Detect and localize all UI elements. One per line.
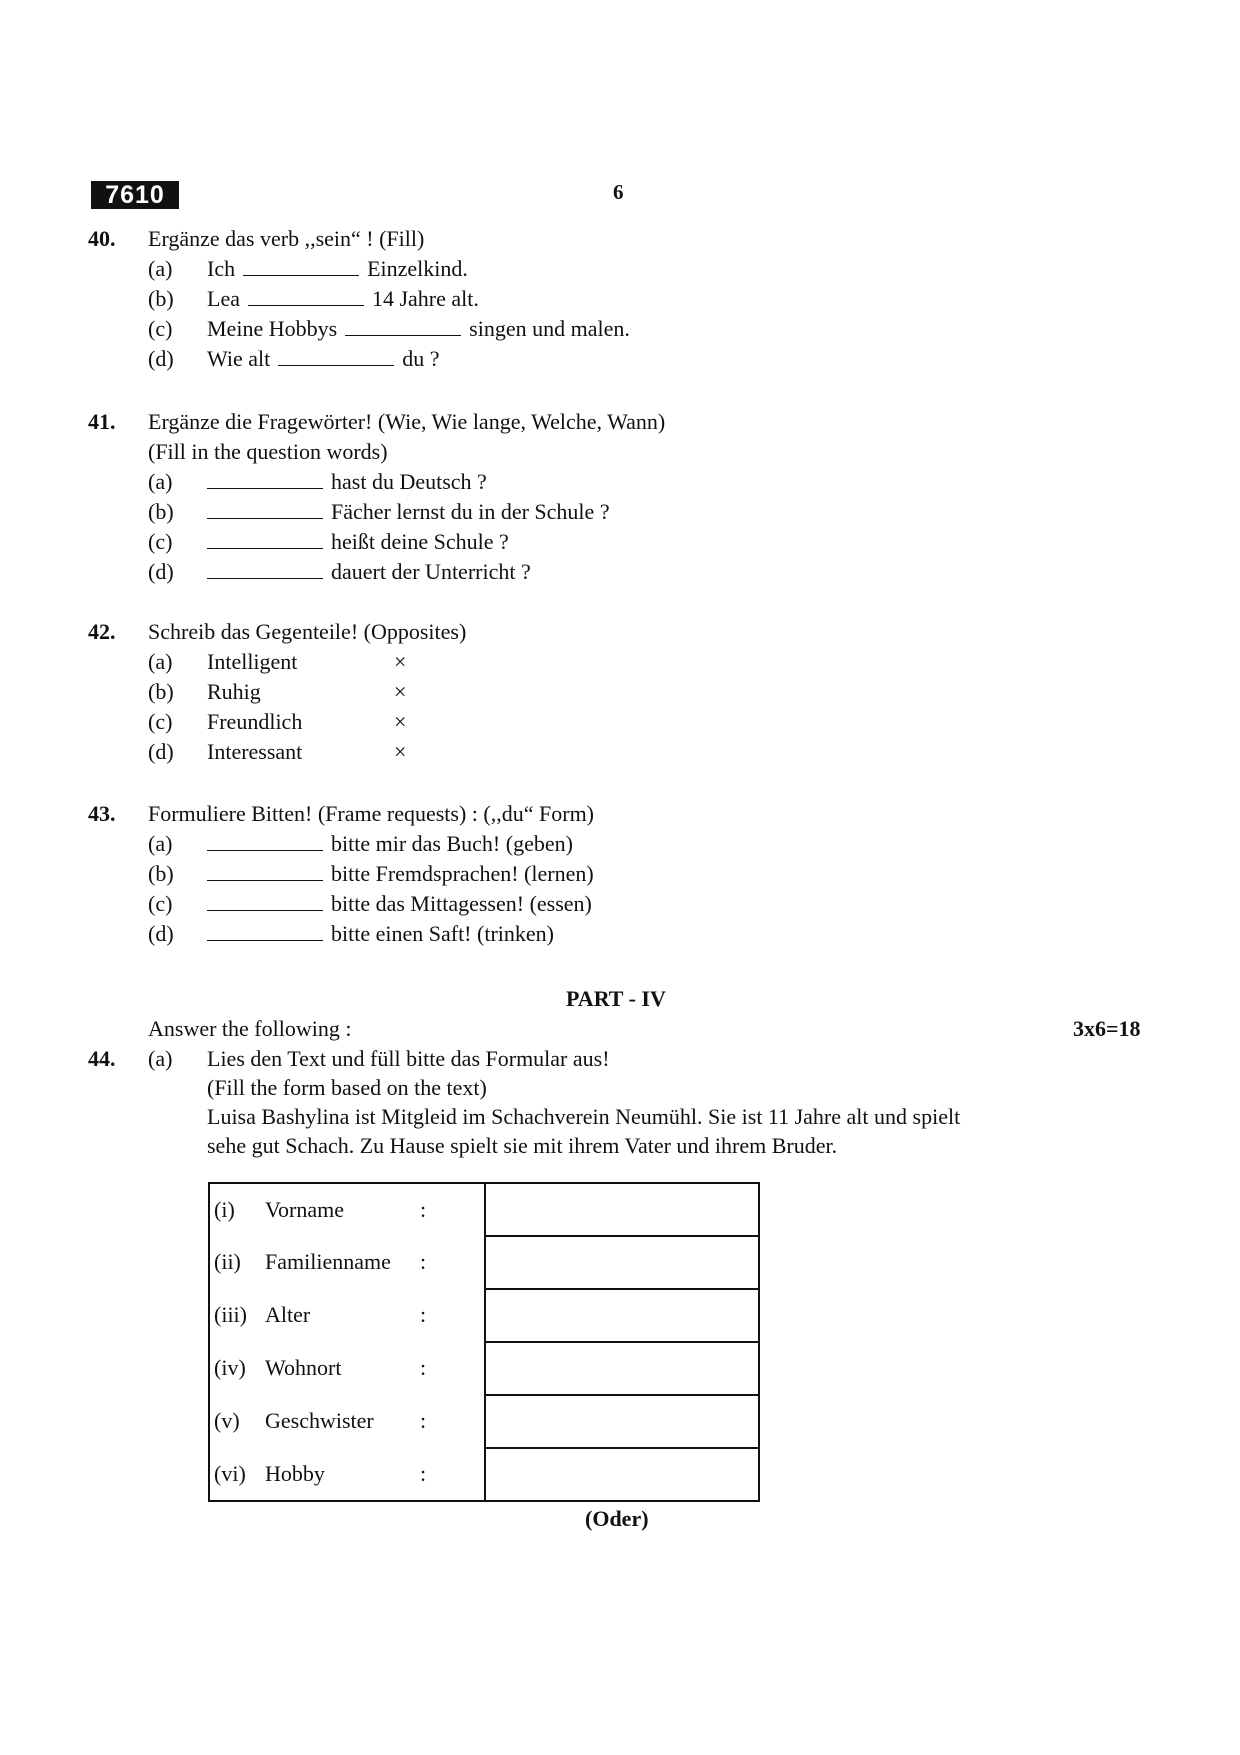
q43-b-after: bitte Fremdsprachen! (lernen) bbox=[331, 861, 594, 886]
q40-c-before: Meine Hobbys bbox=[207, 316, 338, 341]
q44-text-line-2: sehe gut Schach. Zu Hause spielt sie mit ihrem Vater und ihrem Bruder. bbox=[207, 1133, 838, 1158]
form-label-cell bbox=[209, 1236, 485, 1289]
part-instruction: Answer the following : bbox=[148, 1016, 352, 1041]
q43-d-line bbox=[207, 921, 554, 947]
q41-prompt: Ergänze die Fragewörter! (Wie, Wie lange, Welche, Wann) bbox=[148, 409, 666, 434]
q44-prompt: Lies den Text und füll bitte das Formular aus! bbox=[207, 1046, 610, 1071]
form-label-cell bbox=[209, 1289, 485, 1342]
form-field-label: Familienname bbox=[265, 1249, 391, 1274]
q43-c-label: (c) bbox=[148, 891, 173, 916]
q40-d-blank[interactable] bbox=[278, 347, 394, 366]
form-label-cell bbox=[209, 1342, 485, 1395]
q42-b-label: (b) bbox=[148, 679, 174, 704]
form-field-label: Wohnort bbox=[265, 1355, 342, 1380]
q40-c-after: singen und malen. bbox=[469, 316, 630, 341]
form-row-numeral: (i) bbox=[214, 1197, 235, 1222]
q43-d-after: bitte einen Saft! (trinken) bbox=[331, 921, 554, 946]
q42-a-label: (a) bbox=[148, 649, 173, 674]
q44-text-line-1: Luisa Bashylina ist Mitgleid im Schachverein Neumühl. Sie ist 11 Jahre alt und spielt bbox=[207, 1104, 961, 1129]
q42-b-word: Ruhig bbox=[207, 679, 261, 704]
q41-d-after: dauert der Unterricht ? bbox=[331, 559, 531, 584]
form-row-numeral: (v) bbox=[214, 1408, 240, 1433]
registration-form-table bbox=[208, 1182, 760, 1502]
form-answer-vorname[interactable] bbox=[485, 1183, 759, 1236]
q40-d-label: (d) bbox=[148, 346, 174, 371]
q40-number: 40. bbox=[88, 226, 116, 251]
form-label-cell bbox=[209, 1395, 485, 1448]
q43-c-line bbox=[207, 891, 592, 917]
q43-a-blank[interactable] bbox=[207, 832, 323, 851]
q42-c-label: (c) bbox=[148, 709, 173, 734]
q40-c-label: (c) bbox=[148, 316, 173, 341]
q40-a-before: Ich bbox=[207, 256, 236, 281]
q41-a-label: (a) bbox=[148, 469, 173, 494]
form-field-label: Hobby bbox=[265, 1461, 325, 1486]
q40-b-line bbox=[207, 286, 479, 312]
form-row-numeral: (iv) bbox=[214, 1355, 246, 1380]
q43-c-blank[interactable] bbox=[207, 892, 323, 911]
q43-number: 43. bbox=[88, 801, 116, 826]
q41-d-blank[interactable] bbox=[207, 560, 323, 579]
q41-c-line bbox=[207, 529, 509, 555]
oder-label: (Oder) bbox=[585, 1506, 649, 1531]
q42-d-word: Interessant bbox=[207, 739, 303, 764]
q40-c-blank[interactable] bbox=[345, 317, 461, 336]
form-row bbox=[209, 1395, 759, 1448]
form-colon: : bbox=[420, 1461, 427, 1486]
q41-a-after: hast du Deutsch ? bbox=[331, 469, 487, 494]
q43-a-label: (a) bbox=[148, 831, 173, 856]
q41-d-line bbox=[207, 559, 531, 585]
q44-prompt-english: (Fill the form based on the text) bbox=[207, 1075, 487, 1100]
q40-prompt: Ergänze das verb ,,sein“ ! (Fill) bbox=[148, 226, 425, 251]
q40-a-line bbox=[207, 256, 468, 282]
form-field-label: Geschwister bbox=[265, 1408, 374, 1433]
q40-a-after: Einzelkind. bbox=[367, 256, 468, 281]
q42-b-cross: × bbox=[394, 679, 407, 704]
q43-prompt: Formuliere Bitten! (Frame requests) : (,,du“ Form) bbox=[148, 801, 595, 826]
q41-c-label: (c) bbox=[148, 529, 173, 554]
q43-c-after: bitte das Mittagessen! (essen) bbox=[331, 891, 592, 916]
q41-d-label: (d) bbox=[148, 559, 174, 584]
form-row bbox=[209, 1183, 759, 1236]
q42-a-word: Intelligent bbox=[207, 649, 298, 674]
q41-prompt-english: (Fill in the question words) bbox=[148, 439, 388, 464]
q41-b-after: Fächer lernst du in der Schule ? bbox=[331, 499, 610, 524]
q40-b-blank[interactable] bbox=[248, 287, 364, 306]
q40-b-after: 14 Jahre alt. bbox=[371, 286, 479, 311]
q40-c-line bbox=[207, 316, 630, 342]
form-row bbox=[209, 1236, 759, 1289]
form-colon: : bbox=[420, 1302, 427, 1327]
q44-number: 44. bbox=[88, 1046, 116, 1071]
form-answer-familienname[interactable] bbox=[485, 1236, 759, 1289]
q42-prompt: Schreib das Gegenteile! (Opposites) bbox=[148, 619, 467, 644]
form-field-label: Vorname bbox=[265, 1197, 345, 1222]
part-marks: 3x6=18 bbox=[1073, 1016, 1141, 1041]
q41-number: 41. bbox=[88, 409, 116, 434]
q40-d-after: du ? bbox=[402, 346, 440, 371]
form-colon: : bbox=[420, 1355, 427, 1380]
form-answer-hobby[interactable] bbox=[485, 1448, 759, 1501]
q40-d-before: Wie alt bbox=[207, 346, 271, 371]
form-label-cell bbox=[209, 1448, 485, 1501]
q40-b-label: (b) bbox=[148, 286, 174, 311]
q43-a-after: bitte mir das Buch! (geben) bbox=[331, 831, 573, 856]
q43-b-blank[interactable] bbox=[207, 862, 323, 881]
q42-c-cross: × bbox=[394, 709, 407, 734]
q43-b-line bbox=[207, 861, 594, 887]
q41-b-line bbox=[207, 499, 610, 525]
form-row-numeral: (ii) bbox=[214, 1249, 241, 1274]
form-colon: : bbox=[420, 1249, 427, 1274]
part-title: PART - IV bbox=[566, 986, 666, 1011]
form-field-label: Alter bbox=[265, 1302, 311, 1327]
q41-c-after: heißt deine Schule ? bbox=[331, 529, 509, 554]
q42-number: 42. bbox=[88, 619, 116, 644]
form-row-numeral: (iii) bbox=[214, 1302, 247, 1327]
q42-a-cross: × bbox=[394, 649, 407, 674]
form-colon: : bbox=[420, 1197, 427, 1222]
q41-a-blank[interactable] bbox=[207, 470, 323, 489]
q42-d-cross: × bbox=[394, 739, 407, 764]
form-label-cell bbox=[209, 1183, 485, 1236]
q41-b-blank[interactable] bbox=[207, 500, 323, 519]
paper-code-badge: 7610 bbox=[91, 181, 179, 209]
form-colon: : bbox=[420, 1408, 427, 1433]
form-answer-alter[interactable] bbox=[485, 1289, 759, 1342]
q44-a-label: (a) bbox=[148, 1046, 173, 1071]
form-row bbox=[209, 1342, 759, 1395]
q40-a-label: (a) bbox=[148, 256, 173, 281]
q43-b-label: (b) bbox=[148, 861, 174, 886]
form-row bbox=[209, 1448, 759, 1501]
form-row-numeral: (vi) bbox=[214, 1461, 246, 1486]
q43-a-line bbox=[207, 831, 573, 857]
form-answer-wohnort[interactable] bbox=[485, 1342, 759, 1395]
q43-d-label: (d) bbox=[148, 921, 174, 946]
q40-d-line bbox=[207, 346, 440, 372]
q41-a-line bbox=[207, 469, 487, 495]
q41-c-blank[interactable] bbox=[207, 530, 323, 549]
q40-a-blank[interactable] bbox=[243, 257, 359, 276]
q42-d-label: (d) bbox=[148, 739, 174, 764]
q40-b-before: Lea bbox=[207, 286, 240, 311]
form-row bbox=[209, 1289, 759, 1342]
page-number: 6 bbox=[613, 180, 624, 204]
q41-b-label: (b) bbox=[148, 499, 174, 524]
q43-d-blank[interactable] bbox=[207, 922, 323, 941]
q42-c-word: Freundlich bbox=[207, 709, 303, 734]
form-answer-geschwister[interactable] bbox=[485, 1395, 759, 1448]
